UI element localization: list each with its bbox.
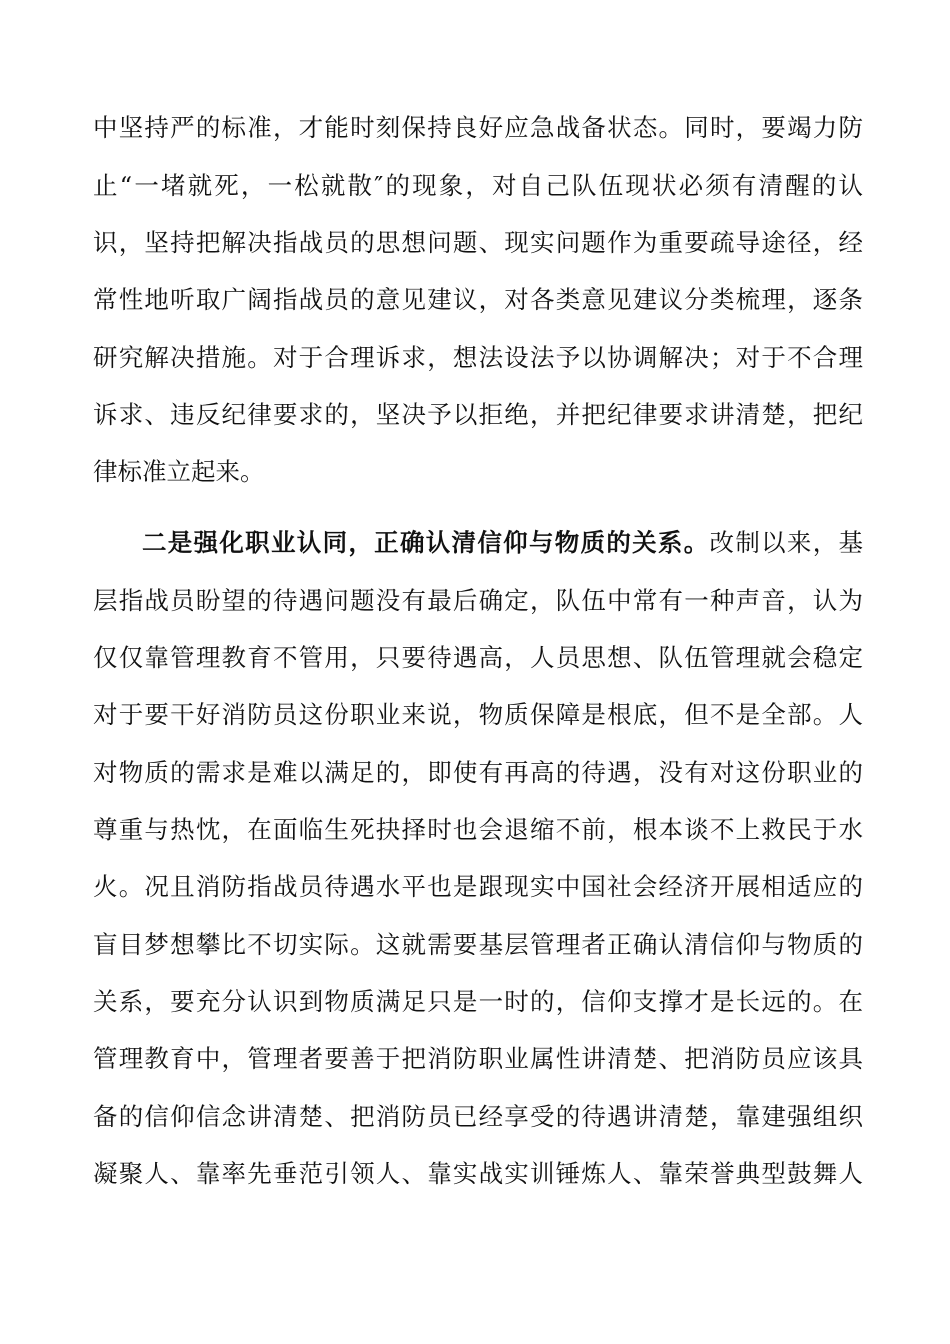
paragraph-line: 备的信仰信念讲清楚、把消防员已经享受的待遇讲清楚，靠建强组织 xyxy=(93,1102,863,1131)
paragraph-line: 止“一堵就死，一松就散″的现象，对自己队伍现状必须有清醒的认 xyxy=(93,171,863,200)
paragraph-line: 关系，要充分认识到物质满足只是一时的，信仰支撑才是长远的。在 xyxy=(93,987,863,1016)
paragraph-line: 常性地听取广阔指战员的意见建议，对各类意见建议分类梳理，逐条 xyxy=(93,285,863,314)
paragraph-line: 盲目梦想攀比不切实际。这就需要基层管理者正确认清信仰与物质的 xyxy=(93,930,863,959)
paragraph-line: 研究解决措施。对于合理诉求，想法设法予以协调解决；对于不合理 xyxy=(93,343,863,372)
paragraph-line: 凝聚人、靠率先垂范引领人、靠实战实训锤炼人、靠荣誉典型鼓舞人 xyxy=(93,1159,863,1188)
paragraph-line: 对于要干好消防员这份职业来说，物质保障是根底，但不是全部。人 xyxy=(93,700,863,729)
paragraph-line: 律标准立起来。 xyxy=(93,457,265,486)
paragraph-line: 诉求、违反纪律要求的，坚决予以拒绝，并把纪律要求讲清楚，把纪 xyxy=(93,400,863,429)
paragraph-heading: 二是强化职业认同，正确认清信仰与物质的关系。 xyxy=(142,528,710,557)
paragraph-line: 对物质的需求是难以满足的，即使有再高的待遇，没有对这份职业的 xyxy=(93,758,863,787)
paragraph-first-line xyxy=(142,523,863,563)
paragraph-line: 管理教育中，管理者要善于把消防职业属性讲清楚、把消防员应该具 xyxy=(93,1044,863,1073)
paragraph-first-line-text: 改制以来，基 xyxy=(709,528,863,557)
paragraph-line: 层指战员盼望的待遇问题没有最后确定，队伍中常有一种声音，认为 xyxy=(93,586,863,615)
paragraph-line: 识，坚持把解决指战员的思想问题、现实问题作为重要疏导途径，经 xyxy=(93,228,863,257)
paragraph-line: 仅仅靠管理教育不管用，只要待遇高，人员思想、队伍管理就会稳定 xyxy=(93,643,863,672)
paragraph-line: 中坚持严的标准，才能时刻保持良好应急战备状态。同时，要竭力防 xyxy=(93,113,863,142)
paragraph-line: 火。况且消防指战员待遇水平也是跟现实中国社会经济开展相适应的 xyxy=(93,872,863,901)
paragraph-line: 尊重与热忱，在面临生死抉择时也会退缩不前，根本谈不上救民于水 xyxy=(93,815,863,844)
